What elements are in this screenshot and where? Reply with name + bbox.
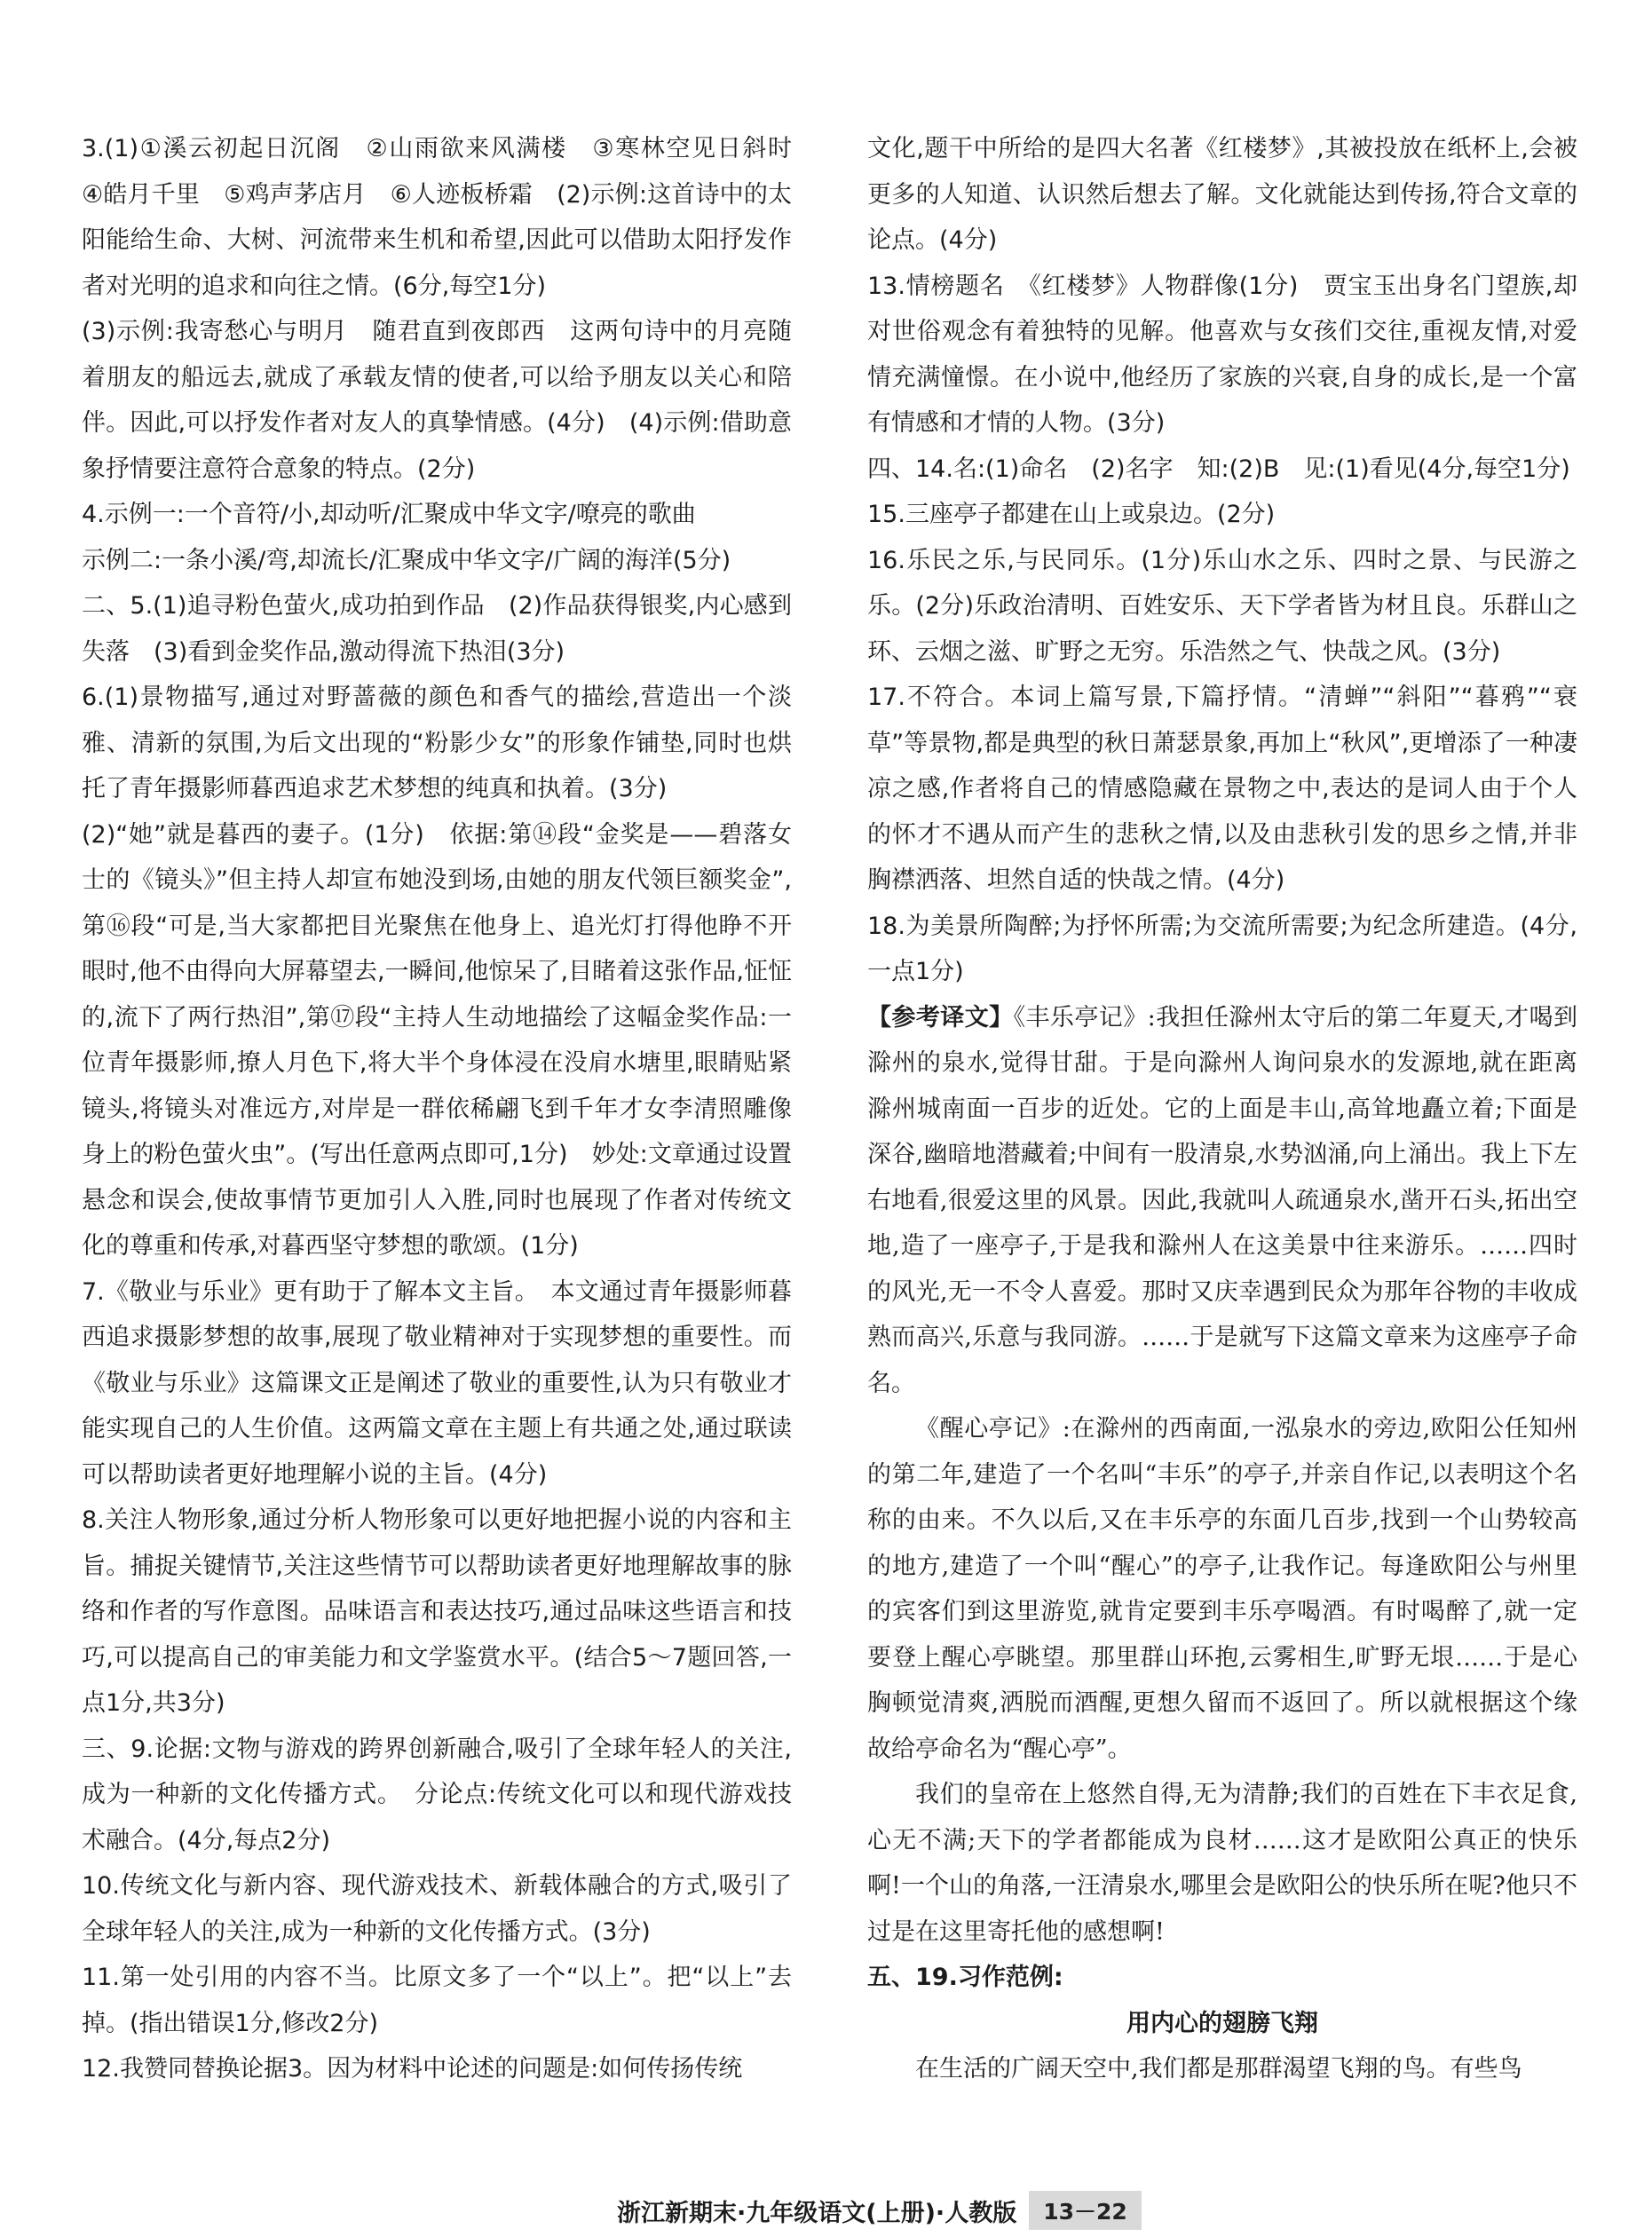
essay-title: 用内心的翅膀飞翔 [1126,2009,1318,2037]
answer-17: 17.不符合。本词上篇写景,下篇抒情。“清蝉”“斜阳”“暮鸦”“衰草”等景物,都是典型的秋日萧瑟景象,再加上“秋风”,更增添了一种凄凉之感,作者将自己的情感隐藏在景物之中,表达的是词人由于个人的怀才不遇从而产生的悲秋之情,以及由悲秋引发的思乡之情,并非胸襟洒落、坦然自适的快哉之情。(4分) [867,684,1577,894]
essay-header: 五、19.习作范例: [867,1964,1063,1991]
page-footer [608,2191,1142,2230]
answer-5: 二、5.(1)追寻粉色萤火,成功拍到作品 (2)作品获得银奖,内心感到失落 (3)看到金奖作品,激动得流下热泪(3分) [82,592,792,666]
footer-title: 浙江新期末·九年级语文(上册)·人教版 [608,2194,1025,2228]
answer-3-cont: (3)示例:我寄愁心与明月 随君直到夜郎西 这两句诗中的月亮随着朋友的船远去,就成了承载友情的使者,可以给予朋友以关心和陪伴。因此,可以抒发作者对友人的真挚情感。(4分) (4)示例:借助意象抒情要注意符合意象的特点。(2分) [82,318,792,483]
answer-9: 三、9.论据:文物与游戏的跨界创新融合,吸引了全球年轻人的关注,成为一种新的文化传播方式。 分论点:传统文化可以和现代游戏技术融合。(4分,每点2分) [82,1735,792,1854]
right-column [867,126,1577,2092]
answer-8: 8.关注人物形象,通过分析人物形象可以更好地把握小说的内容和主旨。捕捉关键情节,关注这些情节可以帮助读者更好地理解故事的脉络和作者的写作意图。品味语言和表达技巧,通过品味这些语言和技巧,可以提高自己的审美能力和文学鉴赏水平。(结合5～7题回答,一点1分,共3分) [82,1506,792,1717]
translation-text-1: 《丰乐亭记》:我担任滁州太守后的第二年夏天,才喝到滁州的泉水,觉得甘甜。于是向滁州人询问泉水的发源地,就在距离滁州城南面一百步的近处。它的上面是丰山,高耸地矗立着;下面是深谷,幽暗地潜藏着;中间有一股清泉,水势汹涌,向上涌出。我上下左右地看,很爱这里的风景。因此,我就叫人疏通泉水,凿开石头,拓出空地,造了一座亭子,于是我和滁州人在这美景中往来游乐。……四时的风光,无一不令人喜爱。那时又庆幸遇到民众为那年谷物的丰收成熟而高兴,乐意与我同游。……于是就写下这篇文章来为这座亭子命名。 [867,1003,1577,1397]
answer-4-example-2: 示例二:一条小溪/弯,却流长/汇聚成中华文字/广阔的海洋(5分) [82,546,731,574]
page-number: 13－22 [1029,2191,1142,2230]
answer-12-cont: 文化,题干中所给的是四大名著《红楼梦》,其被投放在纸杯上,会被更多的人知道、认识然后想去了解。文化就能达到传扬,符合文章的论点。(4分) [867,135,1577,254]
translation-label: 【参考译文】 [867,1003,1014,1032]
answer-12: 12.我赞同替换论据3。因为材料中论述的问题是:如何传扬传统 [82,2055,743,2083]
translation-paragraph-2: 《醒心亭记》:在滁州的西南面,一泓泉水的旁边,欧阳公任知州的第二年,建造了一个名叫“丰乐”的亭子,并亲自作记,以表明这个名称的由来。不久以后,又在丰乐亭的东面几百步,找到一个山势较高的地方,建造了一个叫“醒心”的亭子,让我作记。每逢欧阳公与州里的宾客们到这里游览,就肯定要到丰乐亭喝酒。有时喝醉了,就一定要登上醒心亭眺望。那里群山环抱,云雾相生,旷野无垠……于是心胸顿觉清爽,洒脱而酒醒,更想久留而不返回了。所以就根据这个缘故给亭命名为“醒心亭”。 [867,1415,1577,1763]
answer-16: 16.乐民之乐,与民同乐。(1分)乐山水之乐、四时之景、与民游之乐。(2分)乐政治清明、百姓安乐、天下学者皆为材且良。乐群山之环、云烟之滋、旷野之无穷。乐浩然之气、快哉之风。(3分) [867,546,1577,666]
answer-13: 13.情榜题名 《红楼梦》人物群像(1分) 贾宝玉出身名门望族,却对世俗观念有着独特的见解。他喜欢与女孩们交往,重视友情,对爱情充满憧憬。在小说中,他经历了家族的兴衰,自身的成长,是一个富有情感和才情的人物。(3分) [867,272,1577,437]
answer-10: 10.传统文化与新内容、现代游戏技术、新载体融合的方式,吸引了全球年轻人的关注,成为一种新的文化传播方式。(3分) [82,1872,792,1946]
answer-14: 四、14.名:(1)命名 (2)名字 知:(2)B 见:(1)看见(4分,每空1分) [867,455,1570,483]
answer-7: 7.《敬业与乐业》更有助于了解本文主旨。 本文通过青年摄影师暮西追求摄影梦想的故事,展现了敬业精神对于实现梦想的重要性。而《敬业与乐业》这篇课文正是阐述了敬业的重要性,认为只有敬业才能实现自己的人生价值。这两篇文章在主题上有共通之处,通过联读可以帮助读者更好地理解小说的主旨。(4分) [82,1277,792,1489]
answer-11: 11.第一处引用的内容不当。比原文多了一个“以上”。把“以上”去掉。(指出错误1分,修改2分) [82,1964,792,2037]
translation-paragraph-3: 我们的皇帝在上悠然自得,无为清静;我们的百姓在下丰衣足食,心无不满;天下的学者都能成为良材……这才是欧阳公真正的快乐啊!一个山的角落,一汪清泉水,哪里会是欧阳公的快乐所在呢?他只不过是在这里寄托他的感想啊! [867,1781,1577,1946]
answer-6-2: (2)“她”就是暮西的妻子。(1分) 依据:第⑭段“金奖是——碧落女士的《镜头》”但主持人却宣布她没到场,由她的朋友代领巨额奖金”,第⑯段“可是,当大家都把目光聚焦在他身上、追光灯打得他睁不开眼时,他不由得向大屏幕望去,一瞬间,他惊呆了,目睹着这张作品,怔怔的,流下了两行热泪”,第⑰段“主持人生动地描绘了这幅金奖作品:一位青年摄影师,撩人月色下,将大半个身体浸在没肩水塘里,眼睛贴紧镜头,将镜头对准远方,对岸是一群依稀翩飞到千年才女李清照雕像身上的粉色萤火虫”。(写出任意两点即可,1分) 妙处:文章通过设置悬念和误会,使故事情节更加引人入胜,同时也展现了作者对传统文化的尊重和传承,对暮西坚守梦想的歌颂。(1分) [82,820,792,1260]
answer-4-example-1: 4.示例一:一个音符/小,却动听/汇聚成中华文字/嘹亮的歌曲 [82,501,696,528]
translation-paragraph-1 [867,995,1577,1407]
essay-first-line: 在生活的广阔天空中,我们都是那群渴望飞翔的鸟。有些鸟 [915,2055,1522,2083]
answer-18: 18.为美景所陶醉;为抒怀所需;为交流所需要;为纪念所建造。(4分,一点1分) [867,912,1577,985]
answer-6-1: 6.(1)景物描写,通过对野蔷薇的颜色和香气的描绘,营造出一个淡雅、清新的氛围,为后文出现的“粉影少女”的形象作铺垫,同时也烘托了青年摄影师暮西追求艺术梦想的纯真和执着。(3分) [82,684,792,802]
left-column [82,126,816,2092]
answer-15: 15.三座亭子都建在山上或泉边。(2分) [867,501,1276,528]
answer-3: 3.(1)①溪云初起日沉阁 ②山雨欲来风满楼 ③寒林空见日斜时 ④皓月千里 ⑤鸡声茅店月 ⑥人迹板桥霜 (2)示例:这首诗中的太阳能给生命、大树、河流带来生机和希望,因此可以借助太阳抒发作者对光明的追求和向往之情。(6分,每空1分) [82,135,816,300]
